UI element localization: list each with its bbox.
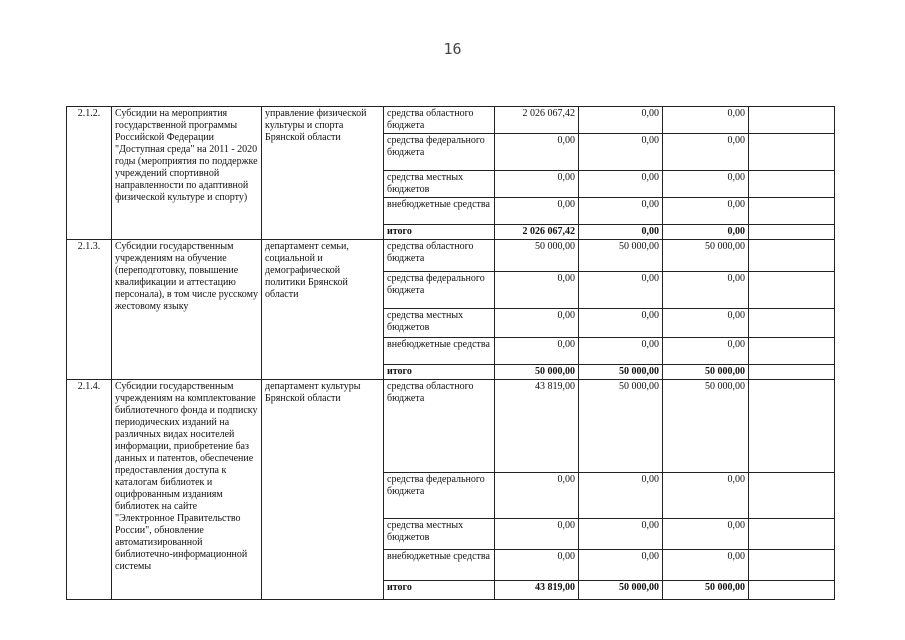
item-name-cell: Субсидии государственным учреждениям на обучение (переподготовку, повышение квалификации и аттестацию персонала), в том числе русскому жестовому языку	[112, 240, 262, 380]
funding-source-cell: средства областного бюджета	[384, 240, 495, 272]
empty-cell	[749, 272, 835, 309]
amount-year1-cell: 43 819,00	[495, 380, 579, 473]
amount-year2-cell: 0,00	[579, 225, 663, 240]
empty-cell	[749, 365, 835, 380]
amount-year3-cell: 0,00	[663, 198, 749, 225]
amount-year2-cell: 0,00	[579, 473, 663, 519]
amount-year1-cell: 0,00	[495, 198, 579, 225]
table-row	[67, 107, 835, 134]
amount-year2-cell: 0,00	[579, 519, 663, 550]
amount-year1-cell: 0,00	[495, 171, 579, 198]
empty-cell	[749, 338, 835, 365]
amount-year1-cell: 0,00	[495, 519, 579, 550]
funding-source-cell: средства местных бюджетов	[384, 309, 495, 338]
amount-year1-cell: 0,00	[495, 338, 579, 365]
amount-year2-cell: 0,00	[579, 107, 663, 134]
amount-year3-cell: 0,00	[663, 171, 749, 198]
empty-cell	[749, 240, 835, 272]
empty-cell	[749, 225, 835, 240]
amount-year2-cell: 0,00	[579, 309, 663, 338]
table-row	[67, 380, 835, 473]
empty-cell	[749, 171, 835, 198]
amount-year1-cell: 50 000,00	[495, 240, 579, 272]
amount-year3-cell: 50 000,00	[663, 365, 749, 380]
empty-cell	[749, 380, 835, 473]
amount-year3-cell: 0,00	[663, 272, 749, 309]
amount-year1-cell: 43 819,00	[495, 581, 579, 600]
budget-table	[66, 106, 835, 600]
amount-year1-cell: 0,00	[495, 473, 579, 519]
table-row	[67, 240, 835, 272]
empty-cell	[749, 473, 835, 519]
amount-year1-cell: 2 026 067,42	[495, 225, 579, 240]
amount-year3-cell: 0,00	[663, 473, 749, 519]
empty-cell	[749, 550, 835, 581]
amount-year2-cell: 0,00	[579, 134, 663, 171]
funding-source-cell: средства местных бюджетов	[384, 171, 495, 198]
amount-year3-cell: 0,00	[663, 309, 749, 338]
item-code-cell: 2.1.2.	[67, 107, 112, 240]
amount-year3-cell: 0,00	[663, 225, 749, 240]
funding-source-cell: средства местных бюджетов	[384, 519, 495, 550]
item-name-cell: Субсидии государственным учреждениям на комплектование библиотечного фонда и подписку периодических изданий на различных видах носителей информации, приобретение баз данных и патентов, обеспечение предоставления доступа к каталогам библиотек и оцифрованным изданиям библиотек на сайте "Электронное Правительство России", обновление автоматизированной библиотечно-информационной системы	[112, 380, 262, 600]
amount-year2-cell: 50 000,00	[579, 240, 663, 272]
amount-year3-cell: 0,00	[663, 338, 749, 365]
table-body	[67, 107, 835, 600]
funding-source-cell: средства областного бюджета	[384, 107, 495, 134]
funding-source-cell: средства федерального бюджета	[384, 272, 495, 309]
empty-cell	[749, 581, 835, 600]
item-code-cell: 2.1.3.	[67, 240, 112, 380]
funding-source-cell: внебюджетные средства	[384, 550, 495, 581]
amount-year3-cell: 50 000,00	[663, 240, 749, 272]
executor-cell: департамент культуры Брянской области	[262, 380, 384, 600]
empty-cell	[749, 309, 835, 338]
amount-year3-cell: 50 000,00	[663, 581, 749, 600]
amount-year2-cell: 0,00	[579, 338, 663, 365]
amount-year1-cell: 50 000,00	[495, 365, 579, 380]
amount-year3-cell: 50 000,00	[663, 380, 749, 473]
amount-year2-cell: 50 000,00	[579, 365, 663, 380]
amount-year2-cell: 0,00	[579, 550, 663, 581]
executor-cell: управление физической культуры и спорта Брянской области	[262, 107, 384, 240]
amount-year3-cell: 0,00	[663, 519, 749, 550]
amount-year1-cell: 0,00	[495, 272, 579, 309]
funding-source-cell: внебюджетные средства	[384, 198, 495, 225]
total-label-cell: итого	[384, 581, 495, 600]
amount-year1-cell: 2 026 067,42	[495, 107, 579, 134]
empty-cell	[749, 107, 835, 134]
total-label-cell: итого	[384, 225, 495, 240]
empty-cell	[749, 519, 835, 550]
funding-source-cell: средства федерального бюджета	[384, 473, 495, 519]
amount-year1-cell: 0,00	[495, 134, 579, 171]
total-label-cell: итого	[384, 365, 495, 380]
item-code-cell: 2.1.4.	[67, 380, 112, 600]
empty-cell	[749, 198, 835, 225]
amount-year1-cell: 0,00	[495, 309, 579, 338]
funding-source-cell: средства федерального бюджета	[384, 134, 495, 171]
amount-year2-cell: 0,00	[579, 272, 663, 309]
item-name-cell: Субсидии на мероприятия государственной программы Российской Федерации "Доступная среда" на 2011 - 2020 годы (мероприятия по поддержке учреждений спортивной направленности по адаптивной физической культуре и спорту)	[112, 107, 262, 240]
empty-cell	[749, 134, 835, 171]
page-number: 16	[443, 40, 462, 58]
amount-year2-cell: 50 000,00	[579, 581, 663, 600]
amount-year2-cell: 0,00	[579, 171, 663, 198]
executor-cell: департамент семьи, социальной и демографической политики Брянской области	[262, 240, 384, 380]
amount-year3-cell: 0,00	[663, 107, 749, 134]
amount-year2-cell: 50 000,00	[579, 380, 663, 473]
amount-year3-cell: 0,00	[663, 550, 749, 581]
amount-year3-cell: 0,00	[663, 134, 749, 171]
funding-source-cell: внебюджетные средства	[384, 338, 495, 365]
funding-source-cell: средства областного бюджета	[384, 380, 495, 473]
amount-year2-cell: 0,00	[579, 198, 663, 225]
amount-year1-cell: 0,00	[495, 550, 579, 581]
